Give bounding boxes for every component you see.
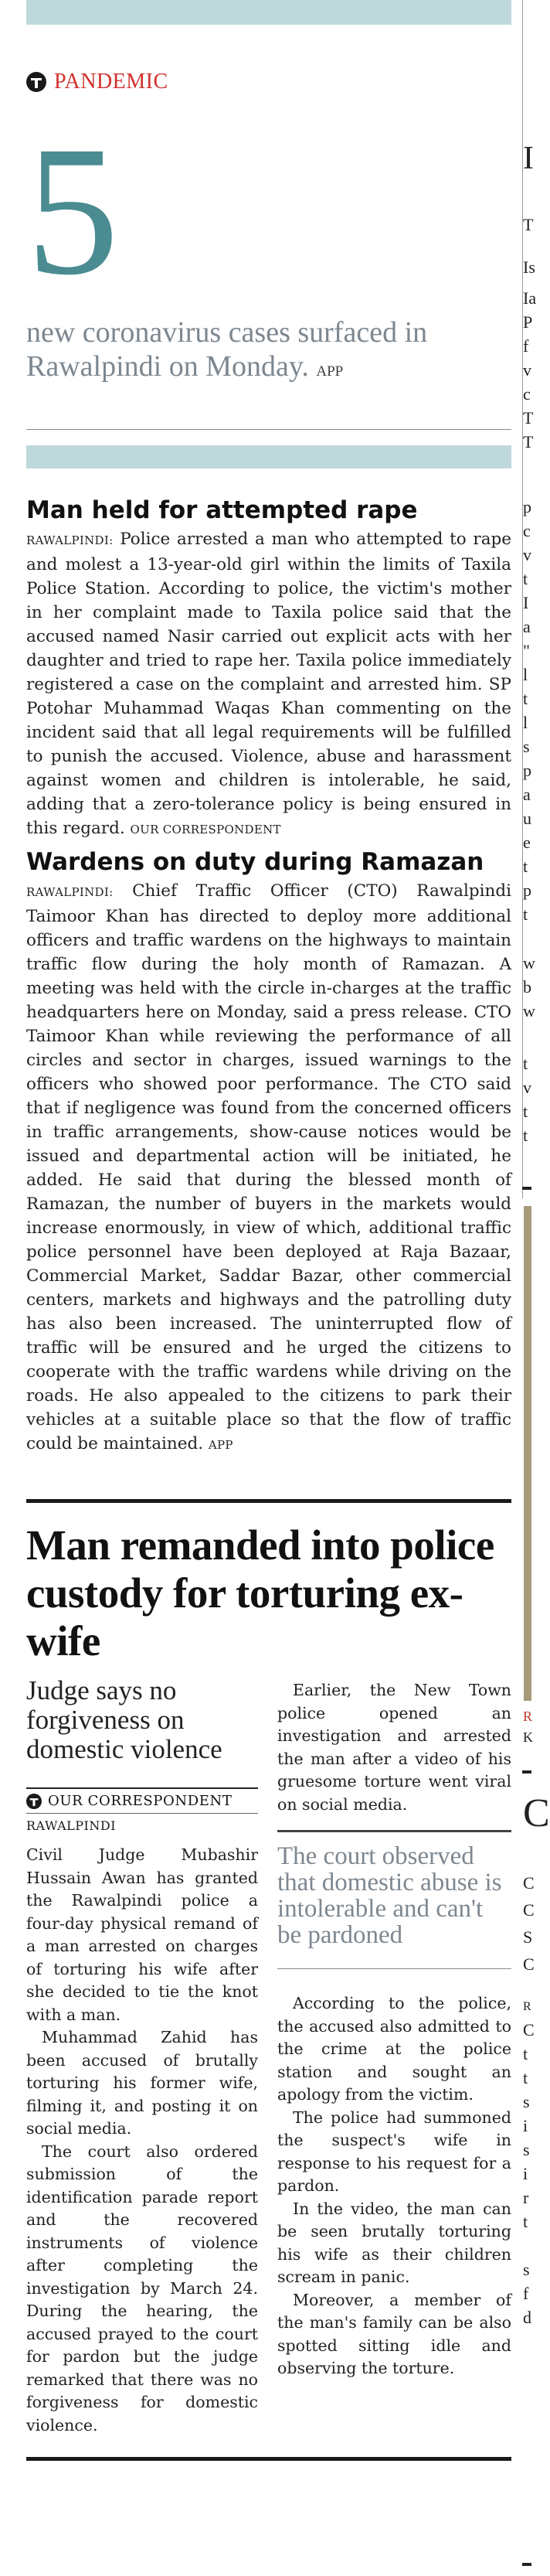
brief-headline-rape: Man held for attempted rape	[26, 496, 418, 524]
newspaper-column	[26, 0, 511, 2461]
brief-text: Chief Traffic Officer (CTO) Rawalpindi Taimoor Khan has directed to deploy more additional officers and traffic wardens on the highways to maintain traffic flow during the holy month of Ramazan. A meeting was held with the circle in-charges at the traffic headquarters here on Monday, said a press release. CTO Taimoor Khan while reviewing the performance of all circles and sector in charges, issued warnings to the officers who showed poor performance. The CTO said that if negligence was found from the concerned officers in traffic arrangements, show-cause notices would be issued and departmental action will be initiated, he added. He said that during the blessed month of Ramazan, the number of buyers in the markets would increase enormously, in view of which, additional traffic police personnel have been deployed at Raja Bazaar, Commercial Market, Saddar Bazar, other commercial centers, markets and highways and the patrolling duty has also been increased. The uninterrupted flow of traffic will be ensured and he urged the citizens to cooperate with the traffic wardens while driving on the roads. He also appealed to the citizens to park their vehicles at a suitable place so that the flow of traffic could be maintained.	[26, 881, 511, 1453]
stat-text: new coronavirus cases surfaced in Rawalpindi on Monday.	[26, 316, 428, 383]
story-headline: Man remanded into police custody for torturing ex-wife	[26, 1521, 494, 1665]
story-paragraph: Muhammad Zahid has been accused of brutally torturing his former wife, filming it, and posting it on social media.	[26, 2028, 258, 2138]
brief-headline-wardens: Wardens on duty during Ramazan	[26, 848, 484, 876]
story-columns	[26, 1676, 511, 2437]
section-kicker	[26, 66, 511, 97]
kicker-label: PANDEMIC	[54, 70, 168, 94]
byline-author: OUR CORRESPONDENT	[48, 1793, 233, 1809]
brief-body-wardens	[26, 879, 511, 1457]
story-paragraph: Civil Judge Mubashir Hussain Awan has granted the Rawalpindi police a four-day physical remand of a man arrested on charges of torturing his wife after she decided to tie the knot with a man.	[26, 1845, 258, 2024]
story-top-rule	[26, 1499, 511, 1503]
story-paragraph: Earlier, the New Town police opened an investigation and arrested the man after a video of his gruesome torture went viral on social media.	[277, 1681, 511, 1814]
divider	[26, 429, 511, 430]
dateline: RAWALPINDI:	[26, 885, 114, 899]
stat-description	[26, 315, 511, 389]
story-paragraph: Moreover, a member of the man's family can be also spotted sitting idle and observing the torture.	[277, 2290, 511, 2377]
brief-text: Police arrested a man who attempted to rape and molest a 13-year-old girl within the limits of Taxila Police Station. According to police, the victim's mother in her complaint made to Taxila police said that the accused named Nasir carried out explicit acts with her daughter and tried to rape her. Taxila police immediately registered a case on the complaint and arrested him. SP Potohar Muhammad Waqas Khan commenting on the incident said that all legal requirements will be fulfilled to punish the accused. Violence, abuse and harassment against women and children is intolerable, he said, adding that a zero-tolerance policy is being ensured in this regard.	[26, 530, 511, 838]
stat-credit: APP	[316, 363, 344, 380]
story-right-body	[277, 1992, 511, 2380]
dateline: RAWALPINDI:	[26, 533, 114, 547]
brief-credit: APP	[208, 1438, 233, 1452]
tribune-t-icon	[26, 72, 46, 92]
story-left-column	[26, 1676, 258, 2437]
tribune-t-icon	[26, 1794, 42, 1809]
story-right-column	[277, 1676, 511, 2437]
story-paragraph: According to the police, the accused also admitted to the crime at the police station and sought an apology from the victim.	[277, 1994, 511, 2104]
story-bottom-rule	[26, 2457, 511, 2461]
stat-number: 5	[26, 107, 119, 313]
byline	[26, 1787, 258, 1814]
adjacent-column-edge: I T Is Ia P f v c T T p c v t I a " l t l s p a u e t p t w b w t v t t R K C C C S C R C t t s i s i r t s f d	[522, 0, 531, 2576]
pull-quote-rule	[277, 1968, 511, 1969]
story-left-body	[26, 1844, 258, 2437]
byline-place: RAWALPINDI	[26, 1818, 117, 1833]
brief-credit: OUR CORRESPONDENT	[130, 823, 281, 837]
section-color-bar	[26, 445, 511, 469]
story-paragraph: In the video, the man can be seen brutally torturing his wife as their children scream in panic.	[277, 2199, 511, 2286]
pull-quote-text: The court observed that domestic abuse is intolerable and can't be pardoned	[277, 1842, 502, 1949]
pull-quote	[277, 1830, 511, 1969]
story-paragraph: The police had summoned the suspect's wife in response to his request for a pardon.	[277, 2107, 511, 2195]
story-deck: Judge says no forgiveness on domestic violence	[26, 1675, 222, 1764]
brief-body-rape	[26, 527, 511, 842]
story-right-top	[277, 1679, 511, 1816]
story-paragraph: The court also ordered submission of the identification parade report and the recovered instruments of violence after completing the investigation by March 24. During the hearing, the accused prayed to the court for pardon but the judge remarked that there was no forgiveness for domestic violence.	[26, 2142, 258, 2435]
top-color-bar	[26, 0, 511, 25]
